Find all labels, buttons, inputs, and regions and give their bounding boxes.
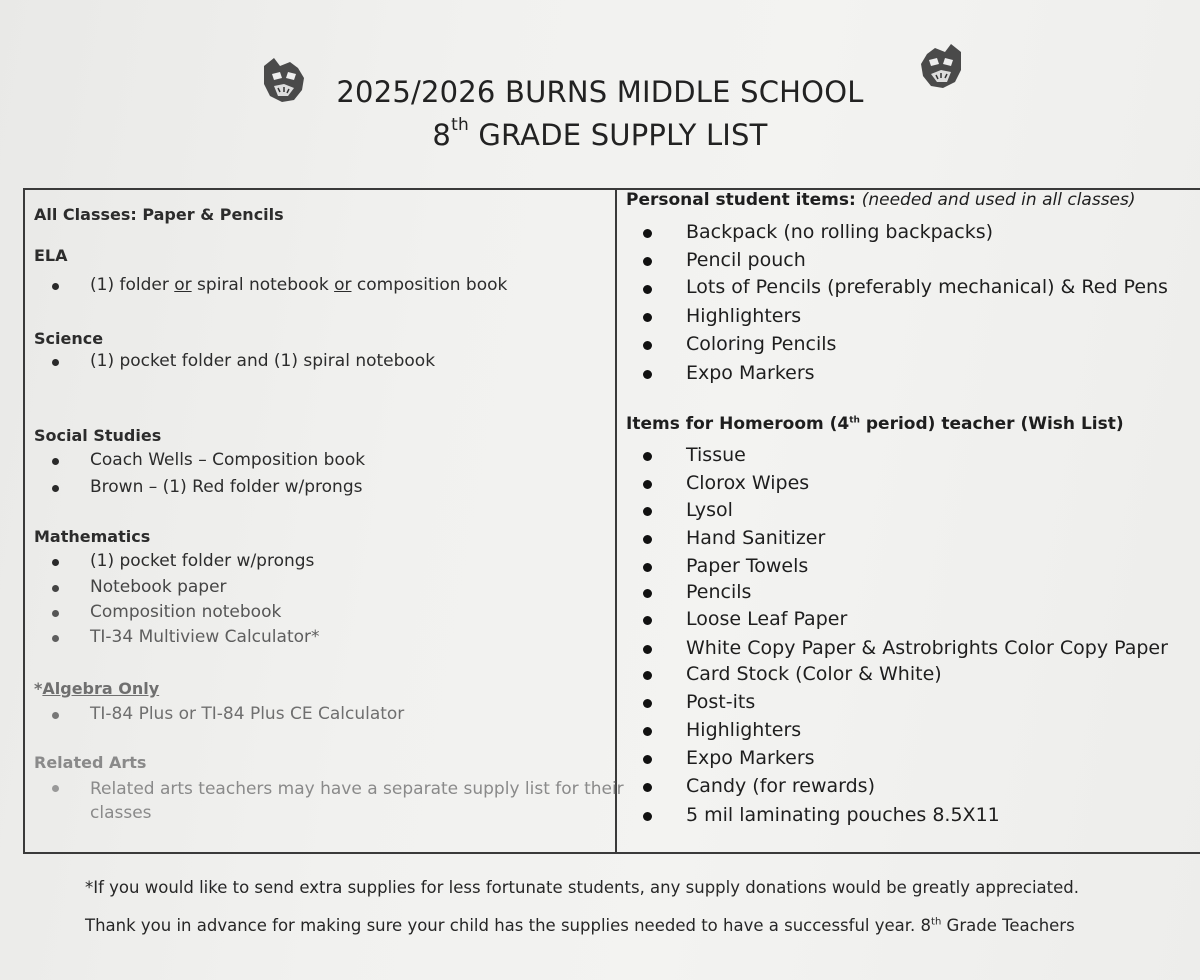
list-item-continuation: classes [90,803,152,823]
list-item: Composition notebook [90,602,282,622]
bullet [643,535,652,544]
bullet [643,341,652,350]
list-item: TI-84 Plus or TI-84 Plus CE Calculator [90,704,405,724]
bullet [643,507,652,516]
list-item: White Copy Paper & Astrobrights Color Copy Paper [686,637,1168,659]
bullet [643,313,652,322]
list-item: Highlighters [686,305,802,327]
ela-heading: ELA [34,246,68,265]
bullet [52,283,59,290]
bullet [643,563,652,572]
bullet [52,559,59,566]
list-item: 5 mil laminating pouches 8.5X11 [686,804,1000,826]
all-classes-heading: All Classes: Paper & Pencils [34,205,284,224]
bullet [643,645,652,654]
bullet [643,285,652,294]
list-item: TI-34 Multiview Calculator* [90,627,320,647]
bullet [643,812,652,821]
bullet [643,783,652,792]
bullet [52,485,59,492]
bullet [52,359,59,366]
science-heading: Science [34,329,104,348]
page-subtitle: 8th GRADE SUPPLY LIST [432,115,768,152]
list-item: Tissue [686,444,746,466]
bullet [643,480,652,489]
bullet [643,755,652,764]
bullet [52,785,59,792]
list-item: (1) folder or spiral notebook or composition book [90,275,508,295]
list-item: Candy (for rewards) [686,775,875,797]
list-item: Expo Markers [686,362,815,384]
list-item: Highlighters [686,719,802,741]
mathematics-heading: Mathematics [34,527,151,546]
list-item: (1) pocket folder w/prongs [90,551,315,571]
list-item: Clorox Wipes [686,472,810,494]
bullet [52,712,59,719]
bullet [643,727,652,736]
page-title: 2025/2026 BURNS MIDDLE SCHOOL [336,75,864,109]
bullet [643,229,652,238]
bullet [643,699,652,708]
bullet [52,585,59,592]
related-arts-heading: Related Arts [34,753,147,772]
bullet [52,458,59,465]
list-item: Pencil pouch [686,249,806,271]
homeroom-heading: Items for Homeroom (4th period) teacher (Wish List) [626,414,1124,434]
social-studies-heading: Social Studies [34,426,162,445]
bullet [643,671,652,680]
bullet [643,257,652,266]
list-item: Expo Markers [686,747,815,769]
personal-items-heading: Personal student items: (needed and used in all classes) [626,190,1136,210]
list-item: Coach Wells – Composition book [90,450,366,470]
column-divider [615,188,617,854]
bullet [643,589,652,598]
list-item: Related arts teachers may have a separate supply list for their [90,779,624,799]
list-item: Backpack (no rolling backpacks) [686,221,994,243]
list-item: Loose Leaf Paper [686,608,848,630]
bullet [643,370,652,379]
list-item: Lots of Pencils (preferably mechanical) & Red Pens [686,276,1168,298]
list-item: Pencils [686,581,752,603]
list-item: Brown – (1) Red folder w/prongs [90,477,363,497]
list-item: Lysol [686,499,733,521]
list-item: Paper Towels [686,555,809,577]
bullet [643,452,652,461]
thank-you-note: Thank you in advance for making sure your child has the supplies needed to have a successful year. 8th Grade Teachers [85,916,1075,935]
list-item: Post-its [686,691,756,713]
donation-note: *If you would like to send extra supplies for less fortunate students, any supply donations would be greatly appreciated. [85,878,1079,897]
list-item: Card Stock (Color & White) [686,663,942,685]
list-item: Notebook paper [90,577,227,597]
bullet [643,616,652,625]
bullet [52,635,59,642]
bullet [52,610,59,617]
algebra-heading: *Algebra Only [34,679,160,698]
list-item: Coloring Pencils [686,333,837,355]
list-item: (1) pocket folder and (1) spiral notebook [90,351,436,371]
list-item: Hand Sanitizer [686,527,826,549]
